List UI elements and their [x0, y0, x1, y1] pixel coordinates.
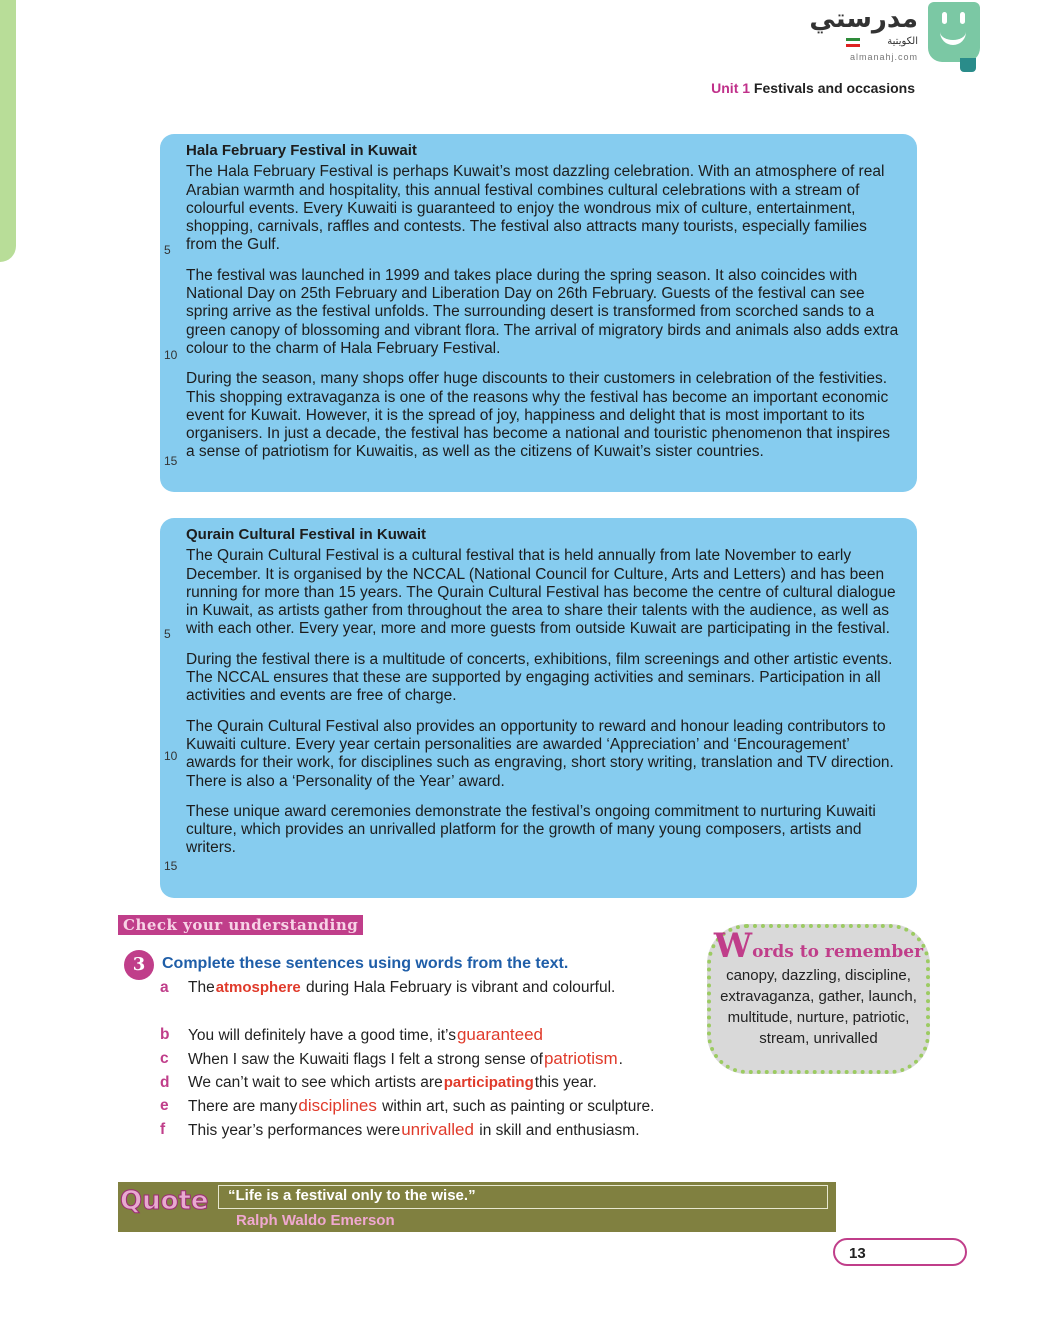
- logo-url: almanahj.com: [849, 52, 918, 62]
- answer-field[interactable]: atmosphere: [215, 979, 301, 996]
- quote-label: Quote: [120, 1186, 209, 1216]
- answer-field[interactable]: unrivalled: [401, 1120, 474, 1140]
- item-text: This year’s performances were: [188, 1122, 401, 1140]
- paragraph: The Qurain Cultural Festival also provides an opportunity to reward and honour leading contributors to Kuwaiti culture. Every year certain personalities are awarded ‘Appreciation’ and ‘Encouragement’ awards for their work, for disciplines such as engraving, short story writing, translation and TV direction. There is also a ‘Personality of the Year’ award.: [186, 717, 894, 790]
- line-number: 10: [164, 348, 178, 362]
- line-number: 15: [164, 859, 178, 873]
- item-letter: b: [160, 1026, 170, 1043]
- item-letter: a: [160, 979, 169, 996]
- paragraph: During the festival there is a multitude of concerts, exhibitions, film screenings and other artistic events. The NCCAL ensures that these are supported by engaging activities and seminars. Participation in all activities and events are free of charge.: [186, 650, 893, 705]
- paragraph: The festival was launched in 1999 and takes place during the spring season. It also coincides with National Day on 25th February and Liberation Day on 26th February. Guests of the festival can see spring arrive as the festival unfolds. The surrounding desert is transformed from scorched sands to a green canopy of blossoming and vibrant flora. The arrival of migratory birds and animals also adds extra colour to the charm of Hala February Festival.: [186, 266, 899, 357]
- item-letter: f: [160, 1121, 166, 1139]
- answer-field[interactable]: disciplines: [298, 1096, 377, 1116]
- paragraph: These unique award ceremonies demonstrate the festival’s ongoing commitment to nurturing Kuwaiti culture, which provides an unrivalled platform for the growth of many young composers, artists and writers.: [186, 802, 876, 857]
- words-title-initial: W: [713, 926, 753, 966]
- item-text: this year.: [534, 1073, 597, 1091]
- exercise-item: [160, 978, 780, 1025]
- line-number: 5: [164, 243, 171, 257]
- running-head: [711, 80, 915, 96]
- item-text: The: [188, 979, 215, 996]
- line-number: 15: [164, 454, 178, 468]
- words-title-rest: ords to remember: [752, 942, 924, 962]
- item-text: .: [618, 1050, 623, 1068]
- passage-title: Hala February Festival in Kuwait: [186, 142, 417, 159]
- exercise-number-badge: 3: [124, 950, 154, 980]
- words-list: canopy, dazzling, discipline, extravaganza, gather, launch, multitude, nurture, patriotic, stream, unrivalled: [720, 967, 917, 1047]
- line-number: 10: [164, 749, 178, 763]
- quote-author: Ralph Waldo Emerson: [236, 1212, 395, 1229]
- exercise-item: [160, 1049, 780, 1073]
- exercise-instruction: Complete these sentences using words from the text.: [162, 955, 569, 972]
- item-text: You will definitely have a good time, it’s: [188, 1027, 456, 1044]
- quote-text: “Life is a festival only to the wise.”: [228, 1187, 476, 1204]
- item-text: There are many: [188, 1098, 298, 1116]
- kuwait-flag-icon: [846, 38, 860, 47]
- smile-logo-icon: [928, 2, 980, 62]
- exercise-list: [160, 978, 780, 1144]
- line-number: 5: [164, 627, 171, 641]
- item-text: When I saw the Kuwaiti flags I felt a strong sense of: [188, 1050, 543, 1068]
- answer-field[interactable]: patriotism: [543, 1048, 618, 1068]
- item-letter: c: [160, 1049, 169, 1067]
- madrasati-logo[interactable]: [809, 2, 980, 74]
- item-text: We can’t wait to see which artists are: [188, 1073, 443, 1091]
- exercise-item: [160, 1120, 780, 1144]
- item-text: within art, such as painting or sculpture.: [377, 1098, 655, 1116]
- exercise-item: [160, 1096, 780, 1120]
- passage-title: Qurain Cultural Festival in Kuwait: [186, 526, 427, 543]
- item-letter: e: [160, 1097, 169, 1115]
- check-understanding-label: Check your understanding: [118, 915, 363, 935]
- unit-title: Festivals and occasions: [753, 80, 915, 96]
- answer-field[interactable]: participating: [443, 1073, 534, 1091]
- passage-hala-february: [160, 134, 917, 492]
- paragraph: The Hala February Festival is perhaps Kuwait’s most dazzling celebration. With an atmosphere of real Arabian warmth and hospitality, this annual festival combines cultural celebrations with a stream of colourful events. Every Kuwaiti is guaranteed to enjoy the wondrous mix of culture, entertainment, shopping, carnivals, raffles and contests. The festival also attracts many tourists, especially families from the Gulf.: [186, 163, 885, 254]
- logo-subtitle: الكويتية: [887, 36, 918, 47]
- item-text: during Hala February is vibrant and colourful.: [301, 979, 616, 996]
- quote-bar: [118, 1182, 836, 1232]
- item-text: in skill and enthusiasm.: [474, 1122, 640, 1140]
- words-title: [711, 926, 926, 966]
- paragraph: During the season, many shops offer huge discounts to their customers in celebration of the festivities. This shopping extravaganza is one of the reasons why the festival has become an important economic event for Kuwait. However, it is the spread of joy, happiness and delight that is most important to its organisers. In just a decade, the festival has become a national and touristic phenomenon that inspires a sense of patriotism for Kuwaitis, as well as the citizens of Kuwait’s sister countries.: [186, 370, 890, 461]
- exercise-item: [160, 1073, 780, 1097]
- page-number: 13: [833, 1238, 967, 1266]
- words-to-remember-box: [707, 924, 930, 1074]
- passage-qurain-cultural: [160, 518, 917, 898]
- exercise-item: [160, 1025, 780, 1049]
- paragraph: The Qurain Cultural Festival is a cultural festival that is held annually from late November to early December. It is organised by the NCCAL (National Council for Culture, Arts and Letters) and has been running for more than 15 years. The Qurain Cultural Festival has become the centre of cultural dialogue in Kuwait, as artists gather from throughout the area to share their talents with the audience, as well as with each other. Every year, more and more guests from outside Kuwait are participating in the festival.: [186, 547, 896, 638]
- unit-label: Unit 1: [711, 80, 751, 96]
- logo-title: مدرستي: [809, 4, 918, 34]
- answer-field[interactable]: guaranteed: [456, 1025, 543, 1044]
- item-letter: d: [160, 1073, 170, 1091]
- decorative-side-strip: [0, 0, 16, 262]
